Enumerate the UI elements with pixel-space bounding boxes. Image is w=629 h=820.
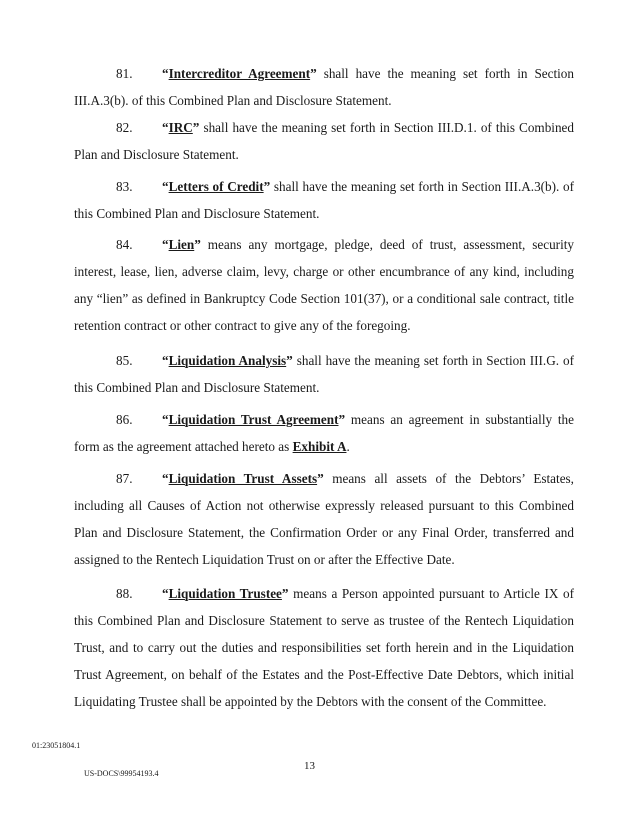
definition-text: means all assets of the Debtors’ Estates, including all Causes of Action not otherwise expressly released pursuant to this Combined Plan and Disclosure Statement, the Confirmation Order or any Final Order, transferred and assigned to the Rentech Liquidation Trust on or after the Effective Date. [74,471,574,567]
definition-text: means a Person appointed pursuant to Article IX of this Combined Plan and Disclosure Statement to serve as trustee of the Rentech Liquidation Trust, and to carry out the duties and responsibilities set forth herein and in the Liquidation Trust Agreement, on behalf of the Estates and the Post-Effective Date Debtors, which initial Liquidating Trustee shall be appointed by the Debtors with the consent of the Committee. [74,586,575,709]
defined-term: Intercreditor Agreement [168,66,311,81]
definition-number: 85. [116,353,133,368]
definition-83: 83. “Letters of Credit” shall have the meaning set forth in Section III.A.3(b). of this Combined Plan and Disclosure Statement. [74,173,574,227]
definition-number: 83. [116,179,133,194]
definition-number: 82. [116,120,133,135]
definition-text: means an agreement in substantially the form as the agreement attached hereto as [74,412,574,454]
defined-term: IRC [168,120,193,135]
defined-term: Letters of Credit [168,179,264,194]
definition-text: shall have the meaning set forth in Section III.A.3(b). of this Combined Plan and Disclosure Statement. [74,66,574,108]
defined-term: Liquidation Trust Assets [168,471,318,486]
definition-number: 88. [116,586,133,601]
defined-term: Liquidation Trust Agreement [168,412,339,427]
definition-text: shall have the meaning set forth in Section III.D.1. of this Combined Plan and Disclosure Statement. [74,120,574,162]
definition-86: 86. “Liquidation Trust Agreement” means an agreement in substantially the form as the agreement attached hereto as Exhibit A. [74,406,574,460]
page-number: 13 [304,760,315,772]
definition-88: 88. “Liquidation Trustee” means a Person appointed pursuant to Article IX of this Combined Plan and Disclosure Statement to serve as trustee of the Rentech Liquidation Trust, and to carry out the duties and responsibilities set forth herein and in the Liquidation Trust Agreement, on behalf of the Estates and the Post-Effective Date Debtors, which initial Liquidating Trustee shall be appointed by the Debtors with the consent of the Committee. [74,580,574,715]
definition-text: shall have the meaning set forth in Section III.A.3(b). of this Combined Plan and Disclosure Statement. [74,179,575,221]
defined-term: Liquidation Analysis [168,353,287,368]
definition-tail: . [346,439,350,454]
defined-term: Liquidation Trustee [168,586,282,601]
definition-85: 85. “Liquidation Analysis” shall have the meaning set forth in Section III.G. of this Combined Plan and Disclosure Statement. [74,347,574,401]
definition-81: 81. “Intercreditor Agreement” shall have the meaning set forth in Section III.A.3(b). of this Combined Plan and Disclosure Statement. [74,60,574,114]
definition-number: 81. [116,66,133,81]
definition-number: 86. [116,412,133,427]
definition-84: 84. “Lien” means any mortgage, pledge, deed of trust, assessment, security interest, lease, lien, adverse claim, levy, charge or other encumbrance of any kind, including any “lien” as defined in Bankruptcy Code Section 101(37), or a conditional sale contract, title retention contract or other contract to give any of the foregoing. [74,231,574,339]
footer-doc-id-primary: 01:23051804.1 [32,741,81,750]
definition-number: 87. [116,471,133,486]
definition-text: means any mortgage, pledge, deed of trust, assessment, security interest, lease, lien, adverse claim, levy, charge or other encumbrance of any kind, including any “lien” as defined in Bankruptcy Code Section 101(37), or a conditional sale contract, title retention contract or other contract to give any of the foregoing. [74,237,574,333]
defined-term: Lien [168,237,195,252]
footer-doc-id-secondary: US-DOCS\99954193.4 [84,769,159,778]
definition-number: 84. [116,237,133,252]
definition-text: shall have the meaning set forth in Section III.G. of this Combined Plan and Disclosure Statement. [74,353,574,395]
exhibit-reference: Exhibit A [292,439,347,454]
definition-87: 87. “Liquidation Trust Assets” means all assets of the Debtors’ Estates, including all Causes of Action not otherwise expressly released pursuant to this Combined Plan and Disclosure Statement, the Confirmation Order or any Final Order, transferred and assigned to the Rentech Liquidation Trust on or after the Effective Date. [74,465,574,573]
definition-82: 82. “IRC” shall have the meaning set forth in Section III.D.1. of this Combined Plan and Disclosure Statement. [74,114,574,168]
